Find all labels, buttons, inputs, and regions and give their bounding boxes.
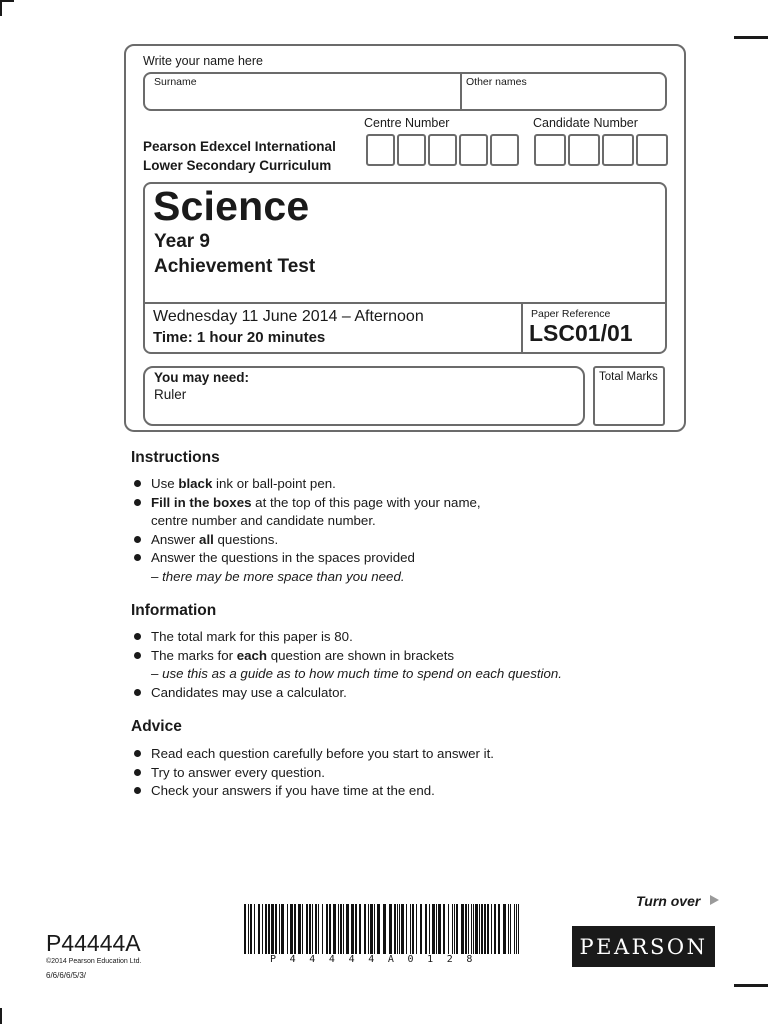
play-arrow-icon bbox=[710, 895, 719, 905]
barcode-bar bbox=[429, 904, 430, 954]
barcode-bar bbox=[374, 904, 375, 954]
you-may-need-label: You may need: bbox=[154, 370, 250, 385]
advice-list bbox=[132, 745, 692, 801]
subject-title: Science bbox=[153, 183, 310, 229]
crop-mark-bottom-right bbox=[734, 984, 768, 987]
barcode-bar bbox=[351, 904, 354, 954]
information-list bbox=[132, 628, 692, 702]
barcode-bars bbox=[242, 904, 524, 954]
barcode-bar bbox=[364, 904, 366, 954]
list-item: Read each question carefully before you start to answer it. bbox=[132, 745, 692, 764]
centre-number-cell[interactable] bbox=[366, 134, 395, 166]
candidate-number-cell[interactable] bbox=[602, 134, 634, 166]
barcode-bar bbox=[355, 904, 357, 954]
barcode-bar bbox=[487, 904, 489, 954]
barcode-bar bbox=[468, 904, 469, 954]
information-heading: Information bbox=[131, 602, 217, 619]
centre-number-cell[interactable] bbox=[490, 134, 519, 166]
list-item: Use black ink or ball-point pen. bbox=[132, 475, 692, 494]
centre-number-cell[interactable] bbox=[428, 134, 457, 166]
barcode-bar bbox=[268, 904, 270, 954]
barcode-text: P 4 4 4 4 4 A 0 1 2 8 bbox=[270, 954, 477, 965]
other-names-field[interactable] bbox=[464, 90, 664, 109]
list-item: Check your answers if you have time at the end. bbox=[132, 782, 692, 801]
barcode-bar bbox=[338, 904, 339, 954]
candidate-number-label: Candidate Number bbox=[533, 116, 638, 130]
barcode-bar bbox=[473, 904, 474, 954]
centre-number-cell[interactable] bbox=[459, 134, 488, 166]
barcode-bar bbox=[401, 904, 404, 954]
barcode-bar bbox=[343, 904, 344, 954]
candidate-number-cell[interactable] bbox=[568, 134, 600, 166]
list-item: Answer all questions. bbox=[132, 531, 692, 550]
barcode-bar bbox=[248, 904, 249, 954]
total-marks-label: Total Marks bbox=[599, 371, 658, 383]
barcode-bar bbox=[302, 904, 303, 954]
barcode-bar bbox=[406, 904, 407, 954]
barcode-bar bbox=[262, 904, 263, 954]
exam-board-line-2: Lower Secondary Curriculum bbox=[143, 158, 332, 173]
list-item: The total mark for this paper is 80. bbox=[132, 628, 692, 647]
list-item: Answer the questions in the spaces provided bbox=[132, 549, 692, 568]
barcode-bar bbox=[377, 904, 380, 954]
barcode-bar bbox=[258, 904, 260, 954]
barcode-bar bbox=[514, 904, 515, 954]
barcode-bar bbox=[265, 904, 267, 954]
paper-reference-label: Paper Reference bbox=[531, 308, 611, 320]
barcode-bar bbox=[420, 904, 422, 954]
crop-mark-top-left-v bbox=[0, 0, 2, 16]
time-allowed: Time: 1 hour 20 minutes bbox=[153, 329, 326, 346]
crop-mark-top-left-h bbox=[0, 0, 14, 2]
centre-number-cell[interactable] bbox=[397, 134, 426, 166]
barcode-bar bbox=[306, 904, 308, 954]
test-name: Achievement Test bbox=[154, 256, 316, 277]
barcode-bar bbox=[340, 904, 342, 954]
barcode-bar bbox=[318, 904, 319, 954]
advice-heading: Advice bbox=[131, 718, 182, 735]
surname-label: Surname bbox=[154, 76, 197, 88]
barcode-bar bbox=[290, 904, 293, 954]
barcode-bar bbox=[399, 904, 400, 954]
barcode-bar bbox=[394, 904, 396, 954]
candidate-number-cell[interactable] bbox=[636, 134, 668, 166]
name-prompt: Write your name here bbox=[143, 54, 263, 68]
copyright-notice: ©2014 Pearson Education Ltd. bbox=[46, 958, 142, 965]
barcode-bar bbox=[448, 904, 449, 954]
barcode-bar bbox=[516, 904, 517, 954]
barcode-bar bbox=[298, 904, 301, 954]
barcode-bar bbox=[271, 904, 274, 954]
barcode-bar bbox=[294, 904, 296, 954]
centre-number-boxes[interactable] bbox=[366, 134, 521, 166]
list-item: Try to answer every question. bbox=[132, 764, 692, 783]
barcode-bar bbox=[389, 904, 392, 954]
centre-number-label: Centre Number bbox=[364, 116, 450, 130]
barcode-bar bbox=[370, 904, 373, 954]
barcode-bar bbox=[432, 904, 435, 954]
barcode-bar bbox=[503, 904, 506, 954]
barcode-bar bbox=[461, 904, 464, 954]
barcode-bar bbox=[279, 904, 280, 954]
barcode-bar bbox=[244, 904, 246, 954]
barcode-bar bbox=[309, 904, 311, 954]
barcode-bar bbox=[250, 904, 252, 954]
barcode-bar bbox=[479, 904, 480, 954]
barcode-bar bbox=[254, 904, 255, 954]
barcode-image bbox=[242, 904, 524, 954]
turn-over-label bbox=[636, 893, 719, 909]
barcode-bar bbox=[481, 904, 483, 954]
list-item: The marks for each question are shown in brackets bbox=[132, 647, 692, 666]
barcode-bar bbox=[452, 904, 453, 954]
barcode-bar bbox=[443, 904, 445, 954]
barcode-bar bbox=[491, 904, 492, 954]
barcode-bar bbox=[368, 904, 369, 954]
list-item-continuation: centre number and candidate number. bbox=[151, 513, 376, 528]
other-names-label: Other names bbox=[466, 76, 527, 88]
barcode-bar bbox=[438, 904, 441, 954]
barcode-bar bbox=[508, 904, 509, 954]
instructions-list bbox=[132, 475, 692, 586]
barcode-bar bbox=[416, 904, 417, 954]
candidate-number-cell[interactable] bbox=[534, 134, 566, 166]
barcode-bar bbox=[436, 904, 437, 954]
turn-over-text: Turn over bbox=[636, 893, 701, 909]
list-item-continuation: – there may be more space than you need. bbox=[151, 568, 405, 584]
list-item: Fill in the boxes at the top of this page with your name, bbox=[132, 494, 692, 513]
barcode-bar bbox=[326, 904, 328, 954]
pearson-logo bbox=[572, 926, 715, 967]
barcode-bar bbox=[281, 904, 284, 954]
barcode-bar bbox=[275, 904, 277, 954]
crop-mark-top-right bbox=[734, 36, 768, 39]
instructions-heading: Instructions bbox=[131, 449, 220, 466]
barcode-bar bbox=[518, 904, 519, 954]
barcode-bar bbox=[333, 904, 336, 954]
print-code: 6/6/6/6/5/3/ bbox=[46, 971, 87, 980]
barcode-bar bbox=[315, 904, 317, 954]
barcode-bar bbox=[287, 904, 288, 954]
list-item: Candidates may use a calculator. bbox=[132, 684, 692, 703]
candidate-number-boxes[interactable] bbox=[534, 134, 670, 166]
paper-ref-divider bbox=[521, 303, 523, 352]
barcode-bar bbox=[383, 904, 386, 954]
subject-divider bbox=[145, 302, 665, 304]
barcode-bar bbox=[359, 904, 361, 954]
barcode-bar bbox=[312, 904, 313, 954]
pearson-logo-text: PEARSON bbox=[579, 934, 708, 959]
list-item-continuation: – use this as a guide as to how much time to spend on each question. bbox=[151, 666, 562, 681]
surname-field[interactable] bbox=[146, 90, 458, 109]
barcode-bar bbox=[510, 904, 511, 954]
you-may-need-item: Ruler bbox=[154, 387, 187, 402]
barcode-bar bbox=[494, 904, 496, 954]
barcode-bar bbox=[471, 904, 472, 954]
barcode-bar bbox=[484, 904, 486, 954]
barcode-bar bbox=[412, 904, 414, 954]
barcode-bar bbox=[329, 904, 331, 954]
year-label: Year 9 bbox=[154, 231, 210, 252]
exam-board-line-1: Pearson Edexcel International bbox=[143, 139, 336, 154]
crop-mark-bottom-left bbox=[0, 1008, 2, 1024]
barcode-bar bbox=[475, 904, 478, 954]
barcode-bar bbox=[498, 904, 500, 954]
barcode-bar bbox=[322, 904, 323, 954]
paper-reference: LSC01/01 bbox=[529, 320, 633, 346]
barcode-bar bbox=[397, 904, 398, 954]
barcode-bar bbox=[465, 904, 467, 954]
barcode-bar bbox=[410, 904, 411, 954]
barcode-bar bbox=[425, 904, 427, 954]
barcode-bar bbox=[454, 904, 455, 954]
paper-code: P44444A bbox=[46, 930, 141, 956]
name-divider bbox=[460, 73, 462, 110]
barcode-bar bbox=[346, 904, 349, 954]
exam-date-session: Wednesday 11 June 2014 – Afternoon bbox=[153, 308, 424, 325]
barcode-bar bbox=[456, 904, 458, 954]
